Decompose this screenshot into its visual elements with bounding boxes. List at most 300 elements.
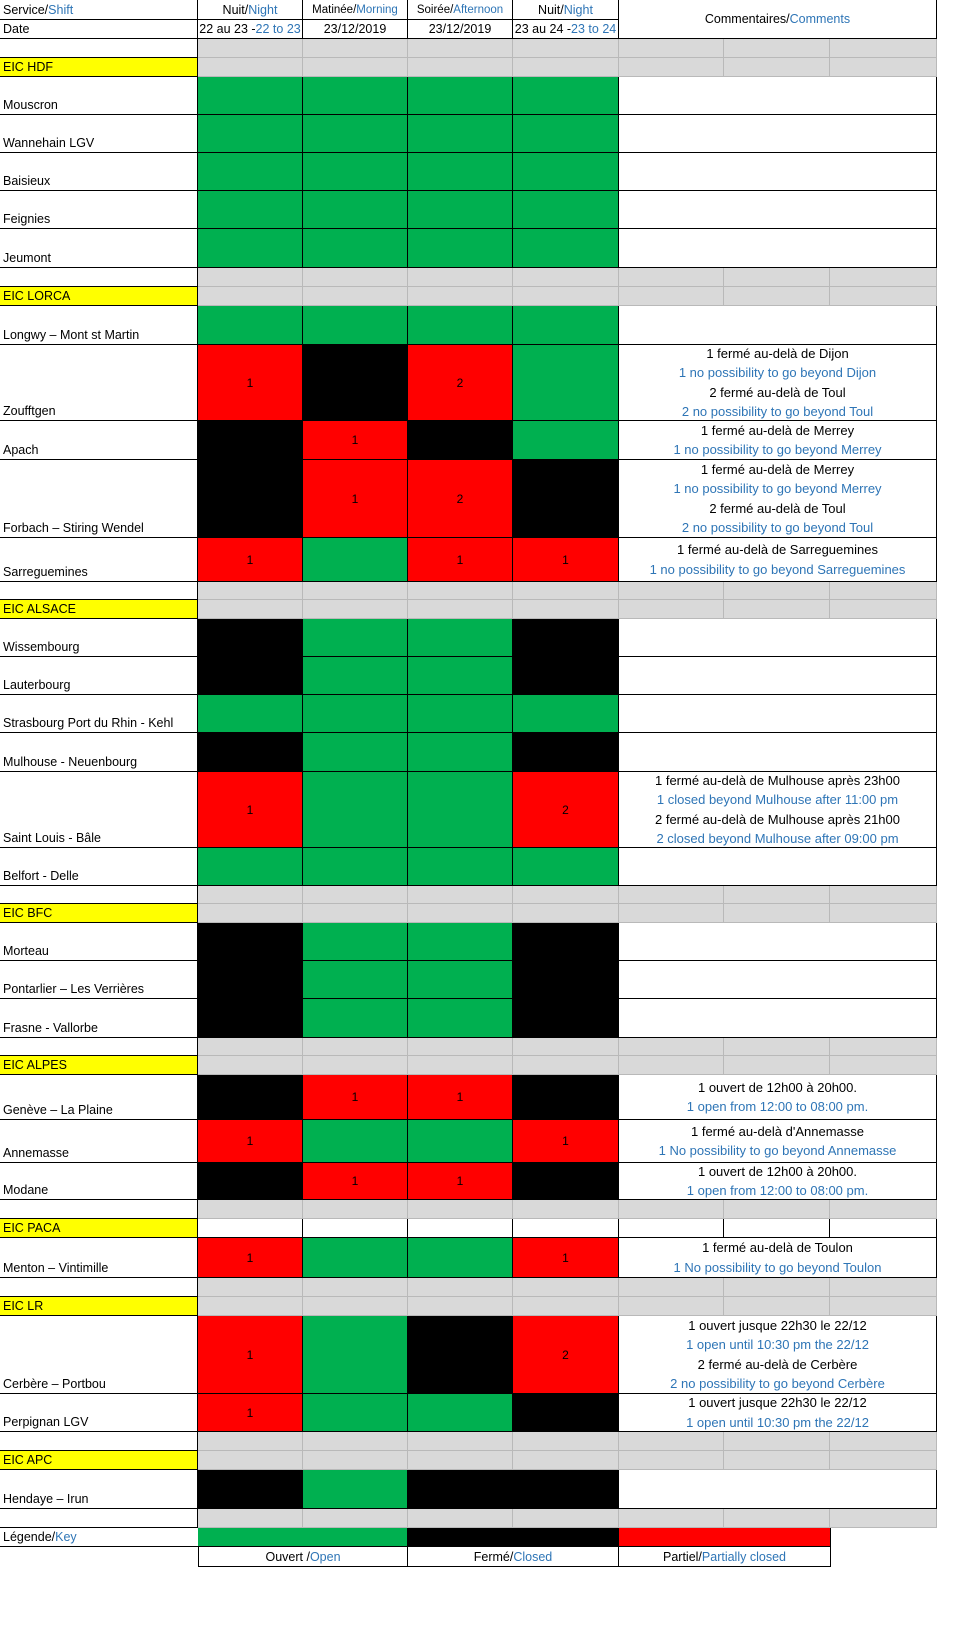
status-cell xyxy=(198,848,303,886)
shift-header-night-1 xyxy=(198,0,303,20)
legend-closed-fr: Fermé/ xyxy=(473,1549,514,1564)
region-header-filler xyxy=(198,1451,303,1470)
status-cell xyxy=(513,961,619,999)
separator-cell xyxy=(724,1509,830,1528)
shift-date-en: 23 to 24 xyxy=(571,22,617,36)
separator-cell xyxy=(198,1509,303,1528)
comment-cell xyxy=(619,1075,937,1120)
separator-cell xyxy=(303,1200,408,1219)
separator-cell xyxy=(513,1432,619,1451)
crossing-label: Feignies xyxy=(3,212,51,226)
status-cell xyxy=(198,657,303,695)
partial-note-marker: 1 xyxy=(456,1090,464,1104)
region-header-filler xyxy=(830,1451,937,1470)
separator-cell xyxy=(724,1432,830,1451)
region-header-filler xyxy=(198,1219,303,1238)
status-cell xyxy=(303,961,408,999)
status-cell xyxy=(408,1394,513,1432)
separator-cell xyxy=(830,582,937,600)
region-header-filler xyxy=(198,600,303,619)
status-cell xyxy=(303,1238,408,1278)
comment-cell xyxy=(619,848,937,886)
separator-cell xyxy=(408,886,513,904)
crossing-label: Apach xyxy=(3,443,39,457)
region-name: EIC LR xyxy=(3,1299,44,1313)
region-name: EIC HDF xyxy=(3,60,53,74)
comment-line-fr: 1 ouvert de 12h00 à 20h00. xyxy=(697,1079,858,1095)
separator-cell xyxy=(513,886,619,904)
comment-line-fr: 1 fermé au-delà de Mulhouse après 23h00 xyxy=(655,772,900,788)
crossing-name xyxy=(0,421,198,460)
shift-date-night-2 xyxy=(513,20,619,39)
legend-swatch-closed xyxy=(408,1528,619,1547)
crossing-name xyxy=(0,772,198,848)
crossing-name xyxy=(0,1163,198,1200)
legend-open-fr: Ouvert / xyxy=(265,1549,310,1564)
region-header xyxy=(0,1451,198,1470)
crossing-name xyxy=(0,1470,198,1509)
status-cell xyxy=(513,1075,619,1120)
region-header-filler xyxy=(408,1219,513,1238)
region-header-filler xyxy=(198,904,303,923)
separator-cell xyxy=(408,39,513,58)
status-cell xyxy=(408,657,513,695)
status-cell xyxy=(303,191,408,229)
crossing-name xyxy=(0,306,198,345)
comment-cell xyxy=(619,421,937,460)
shift-name-fr: Matinée/ xyxy=(312,3,357,16)
comment-line-en: 1 no possibility to go beyond Dijon xyxy=(678,365,877,380)
region-name: EIC PACA xyxy=(3,1221,61,1235)
crossing-name xyxy=(0,1238,198,1278)
shift-header-afternoon xyxy=(408,0,513,20)
status-cell xyxy=(303,1075,408,1120)
shift-date-night-1 xyxy=(198,20,303,39)
separator-cell xyxy=(303,1432,408,1451)
status-cell xyxy=(408,1238,513,1278)
region-header-filler xyxy=(198,1297,303,1316)
comment-line-en: 1 No possibility to go beyond Annemasse xyxy=(658,1143,897,1158)
separator-cell xyxy=(303,1509,408,1528)
status-cell xyxy=(303,115,408,153)
comment-line-en: 1 closed beyond Mulhouse after 11:00 pm xyxy=(656,792,899,807)
region-header-filler xyxy=(513,1297,619,1316)
comment-cell xyxy=(619,1394,937,1432)
region-header xyxy=(0,1219,198,1238)
separator-cell xyxy=(408,1509,513,1528)
separator-cell xyxy=(513,1509,619,1528)
crossing-label: Lauterbourg xyxy=(3,678,71,692)
status-cell xyxy=(513,657,619,695)
separator-cell xyxy=(303,582,408,600)
separator-cell xyxy=(830,39,937,58)
comment-cell xyxy=(619,538,937,582)
separator-cell xyxy=(724,1278,830,1297)
region-header-filler xyxy=(619,1219,724,1238)
partial-note-marker: 1 xyxy=(456,1174,464,1188)
status-cell xyxy=(303,772,408,848)
crossing-name xyxy=(0,345,198,421)
separator-cell xyxy=(724,1200,830,1219)
partial-note-marker: 2 xyxy=(456,491,464,506)
separator-cell xyxy=(0,39,198,58)
region-header-filler xyxy=(724,600,830,619)
region-header-filler xyxy=(830,600,937,619)
comment-cell xyxy=(619,1470,937,1509)
comment-line-fr: 1 fermé au-delà de Sarreguemines xyxy=(677,542,878,557)
separator-cell xyxy=(408,268,513,287)
separator-cell xyxy=(619,1038,724,1056)
separator-cell xyxy=(619,1432,724,1451)
region-header-filler xyxy=(303,904,408,923)
status-cell xyxy=(513,77,619,115)
comment-line-fr: 1 fermé au-delà d'Annemasse xyxy=(690,1123,865,1139)
region-header-filler xyxy=(830,287,937,306)
comments-header-fr: Commentaires/ xyxy=(704,12,790,26)
legend-label xyxy=(0,1528,198,1547)
region-header-filler xyxy=(303,287,408,306)
shift-date-fr: 23/12/2019 xyxy=(428,22,492,36)
shift-date-afternoon xyxy=(408,20,513,39)
status-cell xyxy=(198,306,303,345)
crossing-name xyxy=(0,695,198,733)
separator-cell xyxy=(303,1278,408,1297)
status-cell xyxy=(513,1394,619,1432)
legend-partial xyxy=(619,1547,831,1567)
region-header-filler xyxy=(408,1056,513,1075)
crossing-label: Menton – Vintimille xyxy=(3,1261,109,1275)
crossing-label: Forbach – Stiring Wendel xyxy=(3,521,144,535)
service-header-en: Shift xyxy=(48,2,74,17)
status-cell xyxy=(408,1316,513,1394)
status-cell xyxy=(513,115,619,153)
status-cell xyxy=(303,421,408,460)
region-header-filler xyxy=(303,1219,408,1238)
comment-cell xyxy=(619,1316,937,1394)
separator-cell xyxy=(303,1038,408,1056)
crossing-label: Zoufftgen xyxy=(3,404,56,418)
status-cell xyxy=(513,345,619,421)
crossing-label: Mouscron xyxy=(3,98,58,112)
separator-cell xyxy=(830,1038,937,1056)
crossing-name xyxy=(0,1120,198,1163)
status-cell xyxy=(303,229,408,268)
status-cell xyxy=(408,306,513,345)
region-header-filler xyxy=(408,58,513,77)
partial-note-marker: 1 xyxy=(562,1134,569,1148)
status-cell xyxy=(303,538,408,582)
crossing-name xyxy=(0,1394,198,1432)
status-cell xyxy=(303,1470,408,1509)
shift-header-night-2 xyxy=(513,0,619,20)
status-cell xyxy=(303,695,408,733)
region-header xyxy=(0,1297,198,1316)
crossing-name xyxy=(0,191,198,229)
comment-line-fr: 2 fermé au-delà de Toul xyxy=(709,384,846,400)
status-cell xyxy=(408,1120,513,1163)
status-cell xyxy=(513,733,619,772)
service-header-fr: Service/ xyxy=(3,2,49,17)
separator-cell xyxy=(0,1200,198,1219)
status-cell xyxy=(408,153,513,191)
status-cell xyxy=(513,848,619,886)
status-cell xyxy=(513,229,619,268)
region-header-filler xyxy=(724,1056,830,1075)
region-header-filler xyxy=(513,600,619,619)
partial-note-marker: 2 xyxy=(456,375,464,390)
legend-open-en: Open xyxy=(309,1549,341,1564)
crossing-name xyxy=(0,460,198,538)
status-cell xyxy=(513,1120,619,1163)
status-cell xyxy=(513,1470,619,1509)
crossing-label: Baisieux xyxy=(3,174,51,188)
region-header xyxy=(0,600,198,619)
region-header-filler xyxy=(408,287,513,306)
separator-cell xyxy=(0,1278,198,1297)
status-cell xyxy=(408,345,513,421)
separator-cell xyxy=(303,39,408,58)
comment-line-en: 2 no possibility to go beyond Cerbère xyxy=(670,1376,885,1391)
status-cell xyxy=(513,153,619,191)
status-cell xyxy=(408,77,513,115)
partial-note-marker: 1 xyxy=(246,375,254,390)
legend-partial-fr: Partiel/ xyxy=(663,1549,702,1564)
status-cell xyxy=(198,695,303,733)
comment-cell xyxy=(619,1238,937,1278)
comment-cell xyxy=(619,153,937,191)
partial-note-marker: 1 xyxy=(562,552,569,567)
partial-note-marker: 1 xyxy=(246,552,254,567)
crossing-name xyxy=(0,733,198,772)
status-cell xyxy=(198,229,303,268)
crossing-name xyxy=(0,848,198,886)
comment-line-en: 1 open until 10:30 pm the 22/12 xyxy=(686,1414,869,1430)
region-header-filler xyxy=(619,287,724,306)
separator-cell xyxy=(198,39,303,58)
partial-note-marker: 2 xyxy=(562,802,569,817)
status-cell xyxy=(408,848,513,886)
region-header-filler xyxy=(724,1451,830,1470)
separator-cell xyxy=(198,1038,303,1056)
comment-line-en: 1 no possibility to go beyond Merrey xyxy=(673,442,882,457)
comment-cell xyxy=(619,77,937,115)
status-cell xyxy=(303,999,408,1038)
crossing-label: Pontarlier – Les Verrières xyxy=(3,982,145,996)
region-header-filler xyxy=(619,1297,724,1316)
service-header xyxy=(0,0,198,20)
status-cell xyxy=(303,77,408,115)
separator-cell xyxy=(408,1200,513,1219)
status-cell xyxy=(198,345,303,421)
status-cell xyxy=(303,1163,408,1200)
status-cell xyxy=(198,961,303,999)
comment-line-fr: 1 fermé au-delà de Merrey xyxy=(700,461,855,477)
crossing-label: Jeumont xyxy=(3,251,51,265)
region-header-filler xyxy=(198,287,303,306)
status-cell xyxy=(408,115,513,153)
status-cell xyxy=(513,1238,619,1278)
region-name: EIC ALPES xyxy=(3,1058,67,1072)
comments-header-en: Comments xyxy=(789,12,851,26)
comment-line-fr: 1 fermé au-delà de Merrey xyxy=(700,422,855,438)
region-header-filler xyxy=(303,1056,408,1075)
status-cell xyxy=(198,923,303,961)
region-header xyxy=(0,58,198,77)
status-cell xyxy=(303,733,408,772)
partial-note-marker: 1 xyxy=(246,1347,254,1362)
region-header-filler xyxy=(830,1056,937,1075)
region-header-filler xyxy=(724,1297,830,1316)
status-cell xyxy=(198,421,303,460)
crossing-label: Wissembourg xyxy=(3,640,80,654)
region-name: EIC ALSACE xyxy=(3,602,76,616)
status-cell xyxy=(513,999,619,1038)
status-cell xyxy=(198,1120,303,1163)
separator-cell xyxy=(0,886,198,904)
crossing-label: Cerbère – Portbou xyxy=(3,1377,106,1391)
comment-line-fr: 2 fermé au-delà de Toul xyxy=(709,500,846,516)
comment-cell xyxy=(619,619,937,657)
comment-cell xyxy=(619,229,937,268)
shift-name-en: Night xyxy=(248,2,278,17)
crossing-name xyxy=(0,657,198,695)
status-cell xyxy=(408,961,513,999)
separator-cell xyxy=(0,268,198,287)
crossing-label: Longwy – Mont st Martin xyxy=(3,328,140,342)
separator-cell xyxy=(619,886,724,904)
crossing-label: Perpignan LGV xyxy=(3,1415,89,1429)
status-cell xyxy=(198,1163,303,1200)
legend-partial-en: Partially closed xyxy=(701,1549,786,1564)
status-cell xyxy=(513,619,619,657)
date-label: Date xyxy=(3,22,30,36)
status-cell xyxy=(408,999,513,1038)
shift-name-en: Night xyxy=(563,2,593,17)
legend-label-en: Key xyxy=(55,1530,77,1544)
comment-line-fr: 1 ouvert de 12h00 à 20h00. xyxy=(697,1163,858,1179)
comment-cell xyxy=(619,460,937,538)
crossing-label: Modane xyxy=(3,1183,49,1197)
comment-line-fr: 1 ouvert jusque 22h30 le 22/12 xyxy=(688,1317,867,1333)
shift-date-morning xyxy=(303,20,408,39)
separator-cell xyxy=(830,1509,937,1528)
separator-cell xyxy=(0,582,198,600)
status-cell xyxy=(198,77,303,115)
separator-cell xyxy=(830,1200,937,1219)
comment-line-en: 1 no possibility to go beyond Merrey xyxy=(673,481,882,496)
status-cell xyxy=(303,1316,408,1394)
status-cell xyxy=(513,695,619,733)
status-cell xyxy=(408,1163,513,1200)
status-cell xyxy=(198,1470,303,1509)
separator-cell xyxy=(619,1200,724,1219)
separator-cell xyxy=(513,582,619,600)
partial-note-marker: 1 xyxy=(246,1134,254,1148)
status-cell xyxy=(303,460,408,538)
region-name: EIC APC xyxy=(3,1453,53,1467)
crossing-name xyxy=(0,1316,198,1394)
shift-name-en: Morning xyxy=(356,3,398,16)
status-cell xyxy=(513,421,619,460)
status-cell xyxy=(408,923,513,961)
crossing-name xyxy=(0,1075,198,1120)
partial-note-marker: 1 xyxy=(351,433,359,447)
comment-cell xyxy=(619,115,937,153)
crossing-label: Hendaye – Irun xyxy=(3,1492,89,1506)
crossing-name xyxy=(0,923,198,961)
status-cell xyxy=(408,191,513,229)
region-header-filler xyxy=(408,904,513,923)
crossing-name xyxy=(0,229,198,268)
comment-cell xyxy=(619,1163,937,1200)
separator-cell xyxy=(619,1278,724,1297)
region-header xyxy=(0,287,198,306)
crossing-name xyxy=(0,999,198,1038)
separator-cell xyxy=(724,268,830,287)
status-cell xyxy=(198,1394,303,1432)
partial-note-marker: 2 xyxy=(562,1347,569,1362)
separator-cell xyxy=(830,268,937,287)
crossing-label: Frasne - Vallorbe xyxy=(3,1021,98,1035)
region-header-filler xyxy=(408,1297,513,1316)
legend-closed-en: Closed xyxy=(513,1549,553,1564)
region-header-filler xyxy=(513,287,619,306)
partial-note-marker: 1 xyxy=(456,552,464,567)
region-header-filler xyxy=(724,1219,830,1238)
status-cell xyxy=(198,772,303,848)
region-header-filler xyxy=(724,58,830,77)
status-cell xyxy=(198,1238,303,1278)
separator-cell xyxy=(513,1200,619,1219)
separator-cell xyxy=(619,268,724,287)
comment-cell xyxy=(619,345,937,421)
crossing-label: Strasbourg Port du Rhin - Kehl xyxy=(3,716,174,730)
comment-line-en: 1 No possibility to go beyond Toulon xyxy=(673,1259,882,1275)
status-cell xyxy=(198,1075,303,1120)
shift-date-fr: 23 au 24 - xyxy=(514,22,572,36)
region-header-filler xyxy=(198,58,303,77)
shift-header-morning xyxy=(303,0,408,20)
region-header-filler xyxy=(830,58,937,77)
region-name: EIC BFC xyxy=(3,906,53,920)
region-header-filler xyxy=(408,1451,513,1470)
separator-cell xyxy=(619,582,724,600)
status-cell xyxy=(303,1120,408,1163)
status-cell xyxy=(513,772,619,848)
crossing-name xyxy=(0,77,198,115)
separator-cell xyxy=(513,39,619,58)
status-cell xyxy=(513,191,619,229)
legend-closed xyxy=(408,1547,619,1567)
shift-date-fr: 23/12/2019 xyxy=(323,22,387,36)
comment-cell xyxy=(619,999,937,1038)
comment-line-en: 1 open from 12:00 to 08:00 pm. xyxy=(686,1099,869,1114)
comment-cell xyxy=(619,1120,937,1163)
separator-cell xyxy=(0,1038,198,1056)
status-cell xyxy=(303,657,408,695)
separator-cell xyxy=(408,1432,513,1451)
separator-cell xyxy=(724,582,830,600)
status-cell xyxy=(198,999,303,1038)
shift-name-en: Afternoon xyxy=(453,3,504,16)
comment-line-fr: 1 fermé au-delà de Toulon xyxy=(702,1240,853,1255)
partial-note-marker: 1 xyxy=(562,1250,569,1265)
status-cell xyxy=(408,695,513,733)
comment-line-fr: 2 fermé au-delà de Cerbère xyxy=(697,1356,858,1372)
crossing-name xyxy=(0,619,198,657)
comment-line-en: 1 no possibility to go beyond Sarreguemines xyxy=(649,561,906,577)
region-header-filler xyxy=(513,904,619,923)
